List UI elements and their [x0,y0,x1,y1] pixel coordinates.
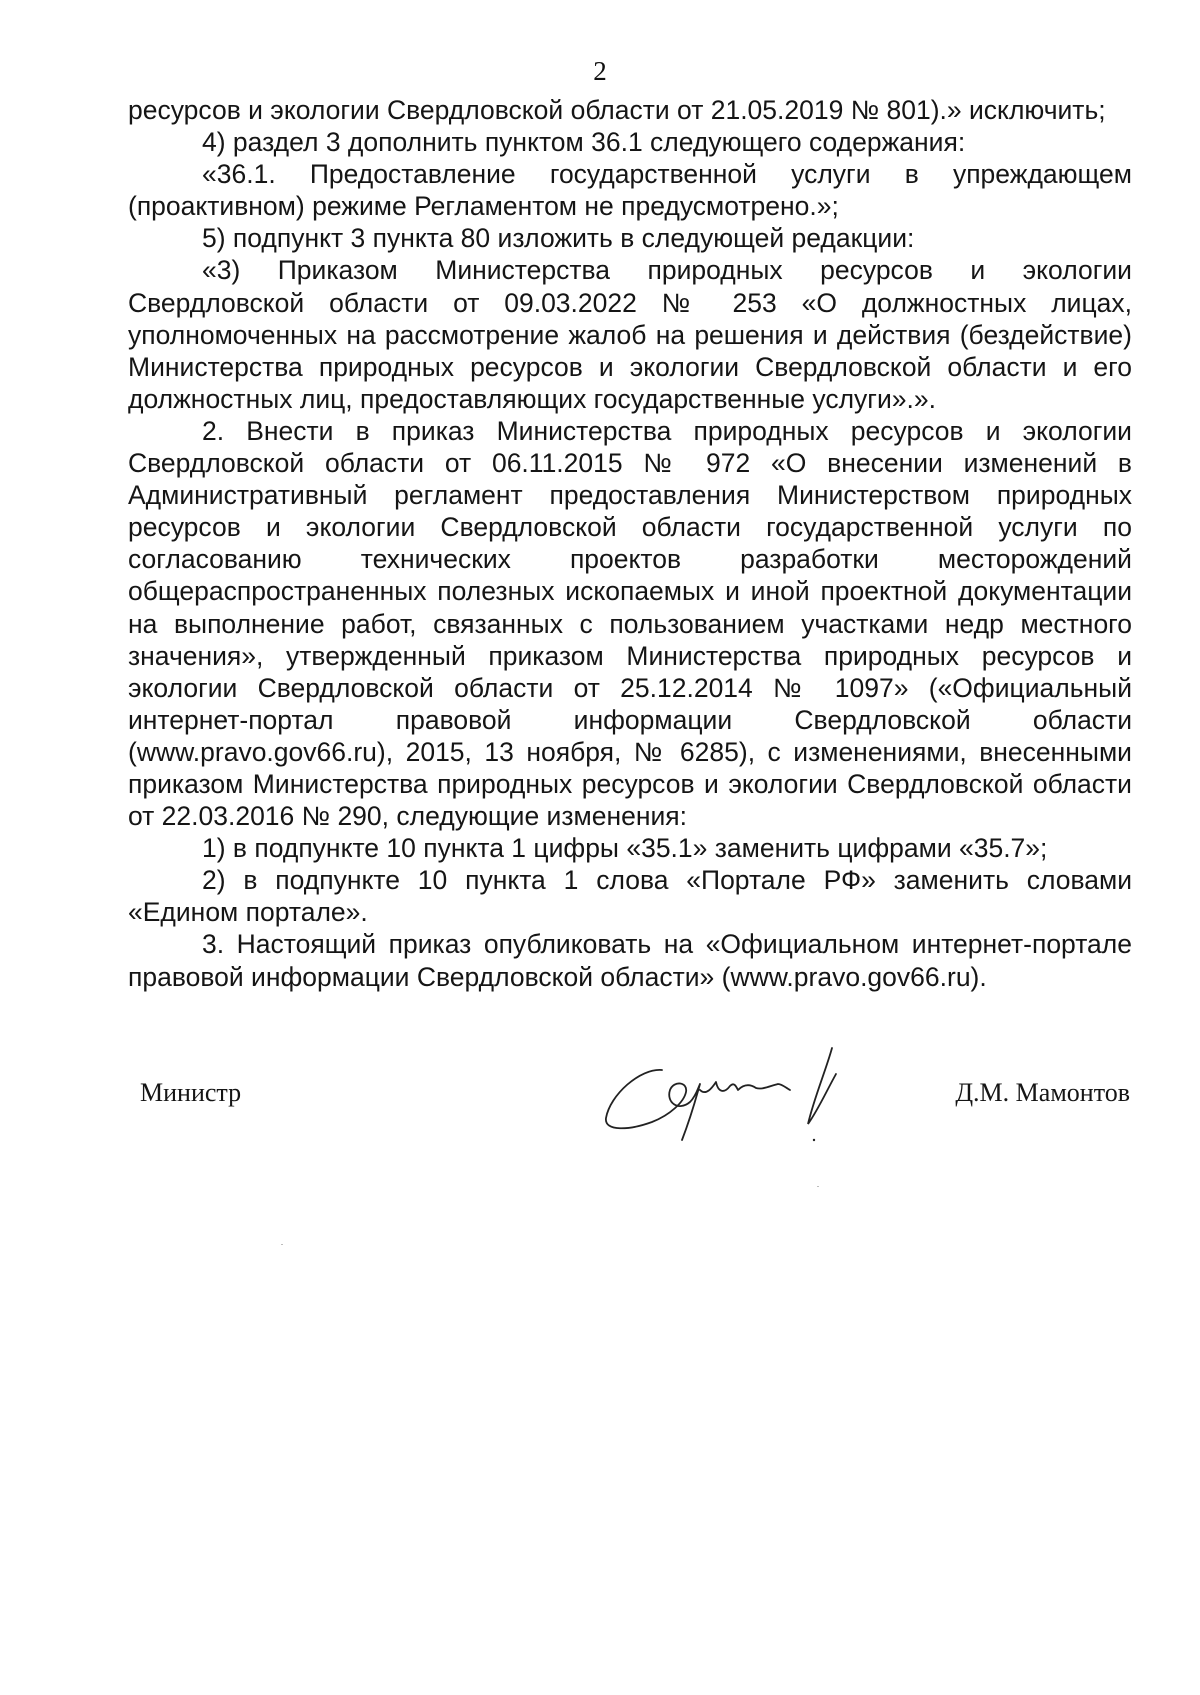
paragraph: 2. Внести в приказ Министерства природных ресурсов и экологии Свердловской области от 06.11.2015 № 972 «О внесении изменений в Административный регламент предоставления Министерством природных ресурсов и экологии Свердловской области государственной услуги по согласованию технических проектов разработки месторождений общераспространенных полезных ископаемых и иной проектной документации на выполнение работ, связанных с пользованием участками недр местного значения», утвержденный приказом Министерства природных ресурсов и экологии Свердловской области от 25.12.2014 № 1097» («Официальный интернет-портал правовой информации Свердловской области (www.pravo.gov66.ru), 2015, 13 ноября, № 6285), с изменениями, внесенными приказом Министерства природных ресурсов и экологии Свердловской области от 22.03.2016 № 290, следующие изменения: [128,415,1132,832]
scan-speck [281,1244,283,1245]
scan-speck [817,1186,819,1187]
handwritten-signature [600,1040,900,1150]
paragraph: «3) Приказом Министерства природных ресурсов и экологии Свердловской области от 09.03.2022 № 253 «О должностных лицах, уполномоченных на рассмотрение жалоб на решения и действия (бездействие) Министерства природных ресурсов и экологии Свердловской области и его должностных лиц, предоставляющих государственные услуги».». [128,255,1132,414]
signatory-title: Министр [140,1078,242,1107]
paragraph: ресурсов и экологии Свердловской области от 21.05.2019 № 801).» исключить; [128,95,1106,125]
paragraph: «36.1. Предоставление государственной услуги в упреждающем (проактивном) режиме Регламентом не предусмотрено.»; [128,159,1132,222]
paragraph: 2) в подпункте 10 пункта 1 слова «Портале РФ» заменить словами «Едином портале». [128,865,1132,928]
paragraph: 3. Настоящий приказ опубликовать на «Официальном интернет-портале правовой информации Свердловской области» (www.pravo.gov66.ru). [128,929,1132,992]
document-body [128,94,1132,993]
paragraph: 4) раздел 3 дополнить пунктом 36.1 следующего содержания: [202,127,966,158]
signatory-name: Д.М. Мамонтов [955,1078,1130,1107]
page-number: 2 [593,56,607,86]
paragraph: 5) подпункт 3 пункта 80 изложить в следующей редакции: [202,223,915,254]
signature-block [0,1040,1200,1200]
paragraph: 1) в подпункте 10 пункта 1 цифры «35.1» заменить цифрами «35.7»; [202,833,1048,864]
